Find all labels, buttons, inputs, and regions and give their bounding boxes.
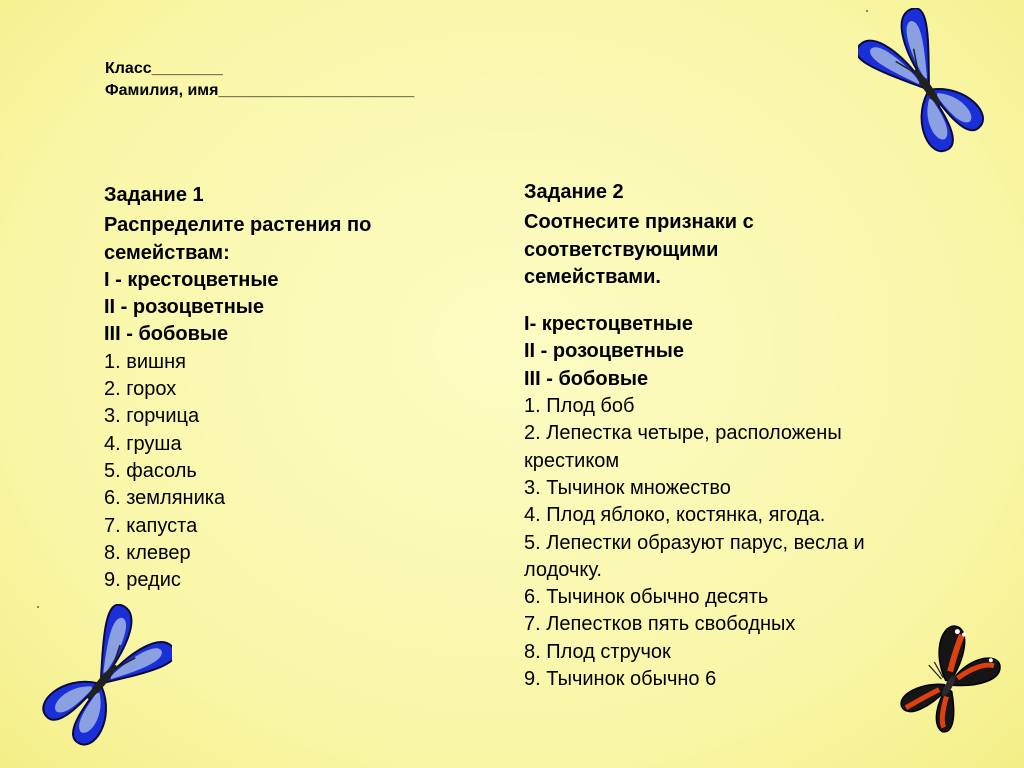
task-2-family-1: [524, 311, 944, 338]
task-1-instruction: Распределите растения по семействам:: [104, 214, 372, 264]
blue-butterfly-icon: [858, 8, 996, 166]
class-label: Класс________: [105, 60, 223, 77]
task-1-item: 6. земляника: [104, 487, 226, 510]
task-1-column: [104, 182, 434, 594]
family-numeral: II: [524, 340, 536, 363]
task-1-title: Задание 1: [104, 184, 204, 206]
family-numeral: III: [524, 367, 541, 390]
task-2-item: 1. Плод боб: [524, 395, 635, 418]
task-2-instruction: Соотнесите признаки с соответствующими семействами.: [524, 211, 754, 288]
speck: [37, 606, 39, 608]
name-label: Фамилия, имя______________________: [105, 82, 415, 99]
task-1-item: 2. горох: [104, 378, 177, 401]
family-numeral: I: [104, 268, 110, 291]
task-1-family-3: [104, 321, 434, 348]
task-2-item: 7. Лепестков пять свободных: [524, 613, 796, 636]
family-name: - розоцветные: [115, 296, 264, 319]
task-1-item: 3. горчица: [104, 405, 200, 428]
family-numeral: I: [524, 313, 530, 336]
family-name: - крестоцветные: [529, 313, 693, 336]
task-2-family-3: [524, 366, 944, 393]
family-numeral: II: [104, 296, 116, 319]
task-2-item: 5. Лепестки образуют парус, весла и лодочку.: [524, 531, 865, 581]
blue-butterfly-icon: [32, 604, 172, 760]
family-numeral: III: [104, 323, 121, 346]
task-2-title: Задание 2: [524, 181, 624, 203]
student-header: [105, 58, 414, 102]
red-admiral-butterfly-icon: [888, 622, 1008, 740]
task-1-item: 9. редис: [104, 569, 181, 592]
family-name: - розоцветные: [535, 340, 684, 363]
family-name: - крестоцветные: [109, 268, 279, 291]
task-2-column: [524, 179, 944, 693]
task-1-family-1: [104, 267, 434, 294]
task-1-item: 8. клевер: [104, 541, 191, 564]
task-2-item: 9. Тычинок обычно 6: [524, 668, 717, 691]
family-name: - бобовые: [120, 323, 229, 346]
task-1-item: 5. фасоль: [104, 459, 197, 482]
task-2-item: 8. Плод стручок: [524, 640, 671, 663]
task-1-family-2: [104, 294, 434, 321]
task-2-family-2: [524, 338, 944, 365]
task-2-item: 2. Лепестка четыре, расположены крестиком: [524, 422, 842, 472]
family-name: - бобовые: [540, 367, 649, 390]
speck: [866, 10, 868, 12]
task-1-item: 7. капуста: [104, 514, 198, 537]
task-2-item: 6. Тычинок обычно десять: [524, 586, 769, 609]
task-2-item: 3. Тычинок множество: [524, 476, 731, 499]
task-1-item: 4. груша: [104, 432, 182, 455]
task-2-item: 4. Плод яблоко, костянка, ягода.: [524, 504, 826, 527]
task-1-item: 1. вишня: [104, 350, 186, 373]
